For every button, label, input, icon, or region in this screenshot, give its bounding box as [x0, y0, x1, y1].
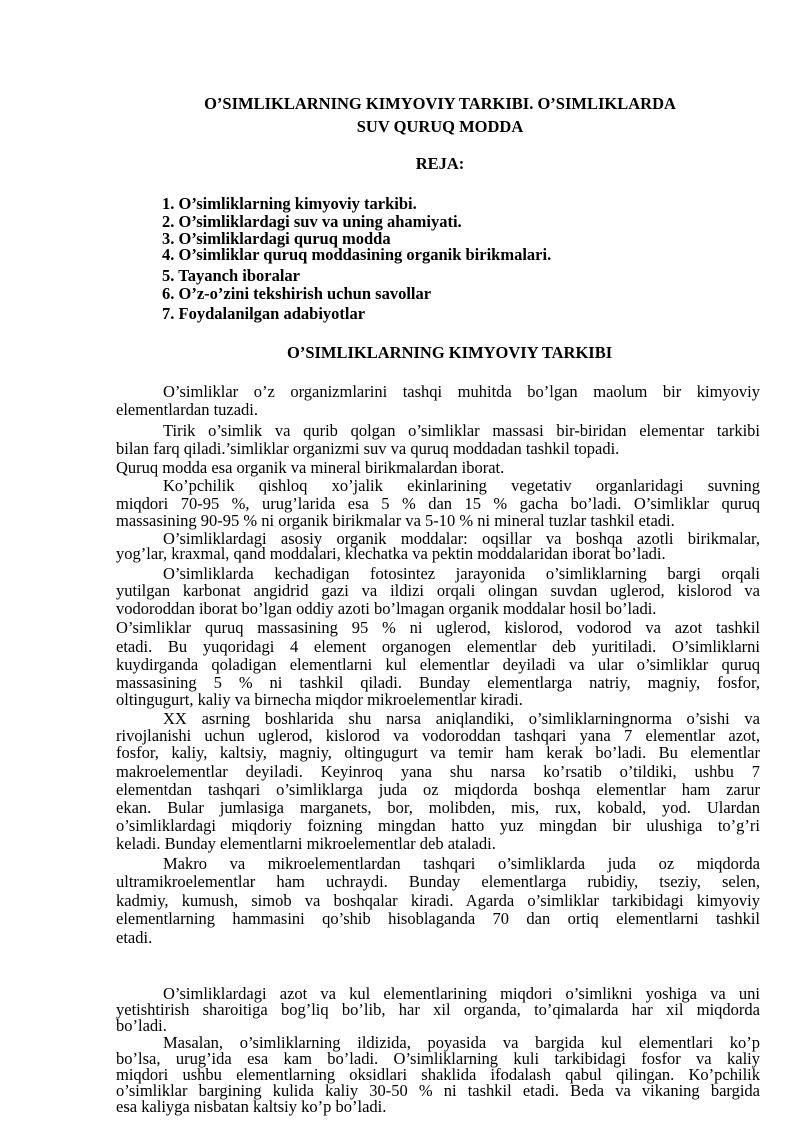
body-line: o’simliklar bargining kulida kaliy 30-50 % ni tashkil etadi. Beda va vikaning bargida: [116, 1081, 760, 1100]
body-line: elementlarning hammasini qo’shib hisoblaganda 70 dan ortiq elementlarni tashkil: [116, 909, 760, 928]
plan-item-7: 7. Foydalanilgan adabiyotlar: [162, 304, 366, 323]
body-line: Masalan, o’simliklarning ildizida, poyasida va bargida kul elementlari ko’p: [163, 1033, 760, 1052]
body-line: vodoroddan iborat bo’lgan oddiy azoti bo’lmagan organik moddalar hosil bo’ladi.: [116, 599, 657, 618]
plan-item-4: 4. O’simliklar quruq moddasining organik birikmalari.: [162, 245, 552, 264]
body-line: massasining 5 % ni tashkil qiladi. Bunday elementlarga natriy, magniy, fosfor,: [116, 673, 760, 692]
section-title: O’SIMLIKLARNING KIMYOVIY TARKIBI: [287, 343, 613, 362]
body-line: makroelementlar deyiladi. Keyinroq yana shu narsa ko’rsatib o’tildiki, ushbu 7: [116, 762, 760, 781]
body-line: Quruq modda esa organik va mineral birikmalardan iborat.: [116, 458, 505, 477]
plan-item-2: 2. O’simliklardagi suv va uning ahamiyati.: [162, 212, 462, 231]
body-line: massasining 90-95 % ni organik birikmalar va 5-10 % ni mineral tuzlar tashkil etadi.: [116, 511, 675, 530]
document-title: [100, 92, 780, 138]
body-line: bo’ladi.: [116, 1016, 167, 1035]
body-line: O’simliklardagi asosiy organik moddalar: oqsillar va boshqa azotli birikmalar,: [163, 529, 760, 548]
body-line: bilan farq qiladi.’simliklar organizmi suv va quruq moddadan tashkil topadi.: [116, 439, 620, 458]
plan-item-5: 5. Tayanch iboralar: [162, 266, 300, 285]
body-line: oltingugurt, kaliy va birnecha miqdor mikroelementlar kiradi.: [116, 690, 523, 709]
body-line: bo’lsa, urug’ida esa kam bo’ladi. O’simliklarning kuli tarkibidagi fosfor va kaliy: [116, 1049, 760, 1068]
body-line: XX asrning boshlarida shu narsa aniqlandiki, o’simliklarningnorma o’sishi va: [163, 709, 760, 728]
body-line: rivojlanishi uchun uglerod, kislorod va vodoroddan tashqari yana 7 elementlar azot,: [116, 726, 760, 745]
body-line: O’simliklarda kechadigan fotosintez jarayonida o’simliklarning bargi orqali: [163, 564, 760, 583]
body-line: ekan. Bular jumlasiga marganets, bor, molibden, mis, rux, kobald, yod. Ulardan: [116, 798, 760, 817]
body-line: yetishtirish sharoitiga bog’liq bo’lib, har xil organda, to’qimalarda har xil miqdorda: [116, 1000, 760, 1019]
body-line: ultramikroelementlar ham uchraydi. Bunday elementlarga rubidiy, tseziy, selen,: [116, 872, 760, 891]
body-line: O’simliklar o’z organizmlarini tashqi muhitda bo’lgan maolum bir kimyoviy: [163, 382, 760, 401]
body-line: Makro va mikroelementlardan tashqari o’simliklarda juda oz miqdorda: [163, 854, 760, 873]
body-line: elementdan tashqari o’simliklarga juda oz miqdorda boshqa elementlar ham zarur: [116, 780, 760, 799]
body-line: Ko’pchilik qishloq xo’jalik ekinlarining vegetativ organlaridagi suvning: [163, 476, 760, 495]
plan-item-1: 1. O’simliklarning kimyoviy tarkibi.: [162, 194, 417, 213]
body-line: miqdori ushbu elementlarning oksidlari shaklida ifodalash qabul qilingan. Ko’pchilik: [116, 1065, 760, 1084]
body-line: miqdori 70-95 %, urug’larida esa 5 % dan 15 % gacha bo’ladi. O’simliklar quruq: [116, 494, 760, 513]
plan-item-3: 3. O’simliklardagi quruq modda: [162, 229, 391, 248]
body-line: etadi.: [116, 928, 153, 947]
title-line-1: O’SIMLIKLARNING KIMYOVIY TARKIBI. O’SIMLIKLARDA: [204, 94, 676, 113]
body-line: Tirik o’simlik va qurib qolgan o’simliklar massasi bir-biridan elementar tarkibi: [163, 421, 760, 440]
body-line: O’simliklar quruq massasining 95 % ni uglerod, kislorod, vodorod va azot tashkil: [116, 618, 760, 637]
body-line: fosfor, kaliy, kaltsiy, magniy, oltingugurt va temir ham kerak bo’ladi. Bu elementlar: [116, 743, 760, 762]
body-line: O’simliklardagi azot va kul elementlarining miqdori o’simlikni yoshiga va uni: [163, 984, 760, 1003]
plan-item-6: 6. O’z-o’zini tekshirish uchun savollar: [162, 284, 432, 303]
body-line: yutilgan karbonat angidrid gazi va ildizi orqali olingan suvdan uglerod, kislorod va: [116, 581, 760, 600]
title-line-2: SUV QURUQ MODDA: [356, 117, 524, 136]
body-line: keladi. Bunday elementlarni mikroelementlar deb ataladi.: [116, 834, 496, 853]
body-line: elementlardan tuzadi.: [116, 400, 259, 419]
body-line: etadi. Bu yuqoridagi 4 element organogen elementlar deb yuritiladi. O’simliklarni: [116, 637, 760, 656]
body-line: kadmiy, kumush, simob va boshqalar kiradi. Agarda o’simliklar tarkibidagi kimyoviy: [116, 891, 760, 910]
body-line: yog’lar, kraxmal, qand moddalari, klechatka va pektin moddalaridan iborat bo’ladi.: [116, 544, 666, 563]
body-line: kuydirganda qoladigan elementlarni kul elementlar deyiladi va ular o’simliklar quruq: [116, 655, 760, 674]
body-line: o’simliklardagi miqdoriy foizning mingdan hatto yuz mingdan bir ulushiga to’g’ri: [116, 816, 760, 835]
plan-heading: REJA:: [415, 154, 465, 173]
body-line: esa kaliyga nisbatan kaltsiy ko’p bo’ladi.: [116, 1097, 387, 1116]
